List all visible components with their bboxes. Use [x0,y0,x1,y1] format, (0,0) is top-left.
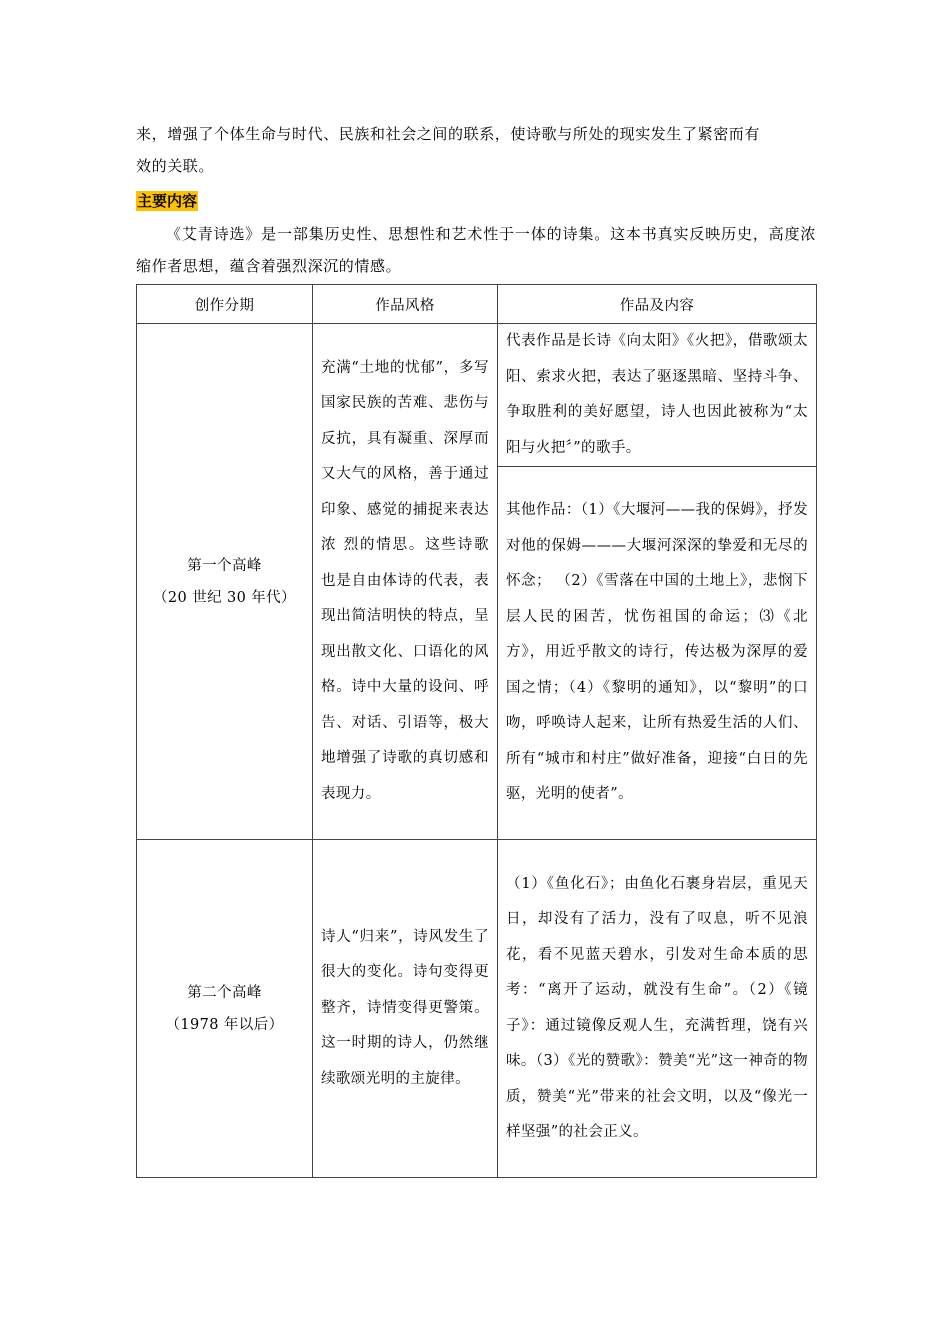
period-1-works-representative: 代表作品是长诗《向太阳》《火把》，借歌颂太阳、索求火把，表达了驱逐黑暗、坚持斗争、争取胜利的美好愿望，诗人也因此被称为“太阳与火把〞”的歌手。 [498,324,817,467]
section-heading-row [136,186,816,216]
table-row [137,840,817,1178]
period-2-cell [137,840,313,1178]
period-1-works-other: 其他作品：（1）《大堰河——我的保姆》，抒发对他的保姆———大堰河深深的挚爱和无尽的怀念； （2）《雪落在中国的土地上》，悲悯下层人民的困苦，忧伤祖国的命运；⑶《北方》，用近乎散文的诗行，传达极为深厚的爱国之情；（4）《黎明的通知》，以“黎明”的口吻，呼唤诗人起来，让所有热爱生活的人们、所有“城市和村庄”做好准备，迎接“白日的先驱，光明的使者”。 [498,467,817,840]
table-header-row [137,285,817,324]
period-1-name: 第一个高峰 [187,557,262,574]
header-style: 作品风格 [313,285,498,324]
intro-line-2: 效的关联。 [136,157,215,175]
header-period: 创作分期 [137,285,313,324]
period-1-years: （20 世纪 30 年代） [153,589,296,606]
section-heading: 主要内容 [137,192,198,210]
table-row [137,324,817,467]
period-1-style: 充满“土地的忧郁”，多写国家民族的苦难、悲伤与反抗，具有凝重、深厚而又大气的风格，善于通过印象、感觉的捕捉来表达浓 烈的情思。这些诗歌也是自由体诗的代表，表现出简洁明快的特点，呈现出散文化、口语化的风格。诗中大量的设问、呼告、对话、引语等，极大地增强了诗歌的真切感和表现力。 [313,324,498,840]
intro-line-1: 来，增强了个体生命与时代、民族和社会之间的联系，使诗歌与所处的现实发生了紧密而有 [136,125,761,143]
section-summary: 《艾青诗选》是一部集历史性、思想性和艺术性于一体的诗集。这本书真实反映历史，高度浓缩作者思想，蕴含着强烈深沉的情感。 [136,225,816,275]
period-1-cell [137,324,313,840]
period-2-works: （1）《鱼化石》；由鱼化石裹身岩层，重见天日，却没有了活力，没有了叹息，听不见浪花，看不见蓝天碧水，引发对生命本质的思考：“离开了运动，就没有生命”。（2）《镜子》：通过镜像反观人生，充满哲理，饶有兴味。（3）《光的赞歌》：赞美“光”这一神奇的物质，赞美“光”带来的社会文明，以及“像光一样坚强”的社会正义。 [498,840,817,1178]
document-page [136,118,816,1178]
period-2-name: 第二个高峰 [187,984,262,1001]
period-2-style: 诗人“归来”，诗风发生了 很大的变化。诗句变得更整齐，诗情变得更警策。这一时期的诗人，仍然继续歌颂光明的主旋律。 [313,840,498,1178]
poetry-periods-table [136,284,817,1178]
period-2-years: （1978 年以后） [165,1016,284,1033]
header-works: 作品及内容 [498,285,817,324]
